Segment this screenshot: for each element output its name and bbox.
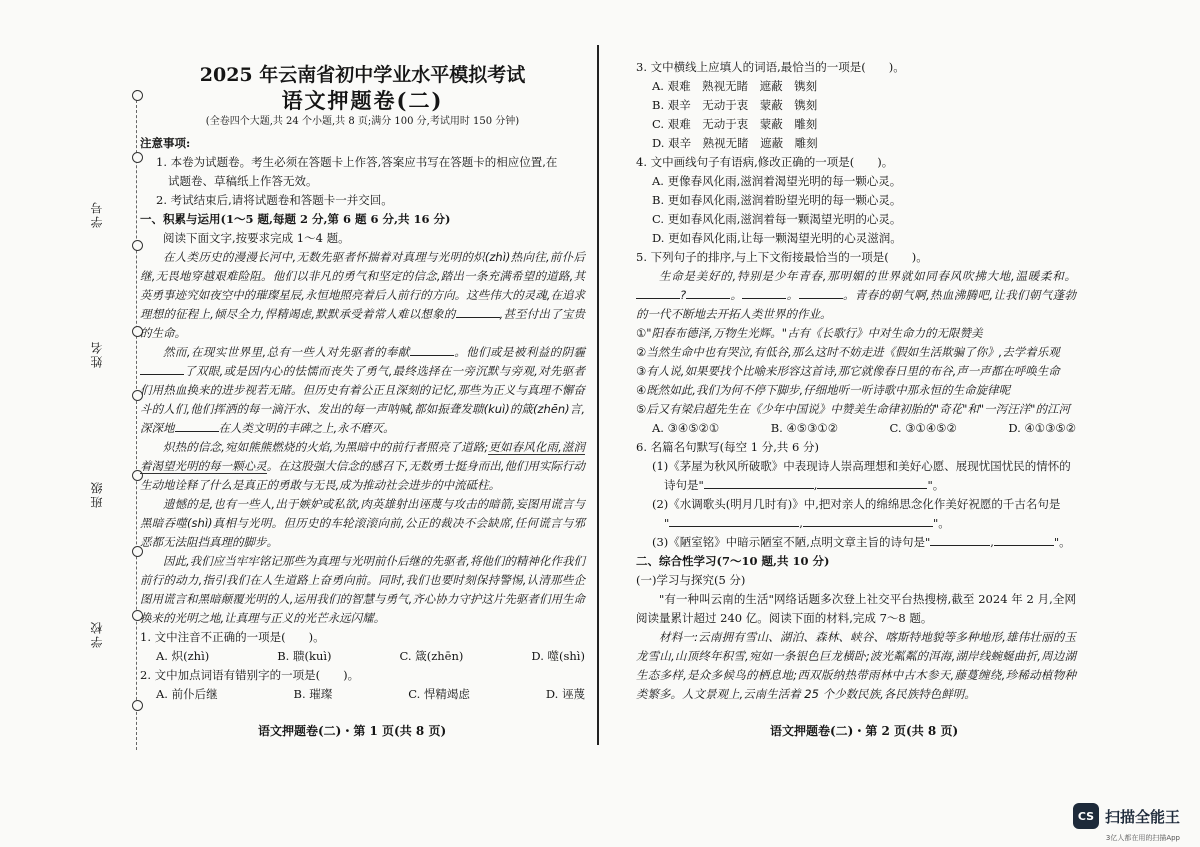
passage-p5: 因此,我们应当牢牢铭记那些为真理与光明前仆后继的先驱者,将他们的精神化作我们前行的动力,指引我们在人生道路上奋勇向前。同时,我们也要时刻保持警惕,认清那些企图用谎言和黑暗颠覆光明的人,运用我们的智慧与勇气,齐心协力守护这片先驱者们用生命换来的光明之地,让真理与正义的光芒永远闪耀。 bbox=[140, 554, 585, 625]
section-1-heading: 一、积累与运用(1～5 题,每题 2 分,第 6 题 6 分,共 16 分) bbox=[140, 212, 451, 226]
exam-subtitle: 语文押题卷(二) bbox=[281, 88, 444, 113]
passage-p3: 炽热的信念,宛如熊熊燃烧的火焰,为黑暗中的前行者照亮了道路;更如春风化雨,滋润着渴望光明的每一颗心灵。在这股强大信念的感召下,无数勇士挺身而出,他们用实际行动生动地诠释了什么是真正的勇敢与无畏,成为推动社会进步的中流砥柱。 bbox=[140, 440, 586, 492]
q3-option-a: A. 艰难 熟视无睹 遮蔽 镌刻 bbox=[652, 79, 818, 93]
question-4: 4. 文中画线句子有语病,修改正确的一项是( )。 bbox=[636, 155, 894, 169]
section-2-heading: 二、综合性学习(7～10 题,共 10 分) bbox=[636, 554, 830, 568]
notice-heading: 注意事项: bbox=[140, 136, 191, 150]
q6-item-3: (3)《陋室铭》中暗示陋室不陋,点明文章主旨的诗句是" , "。 bbox=[652, 535, 1071, 549]
q6-item-1: (1)《茅屋为秋风所破歌》中表现诗人崇高理想和美好心愿、展现忧国忧民的情怀的 bbox=[652, 459, 1071, 473]
q4-option-d: D. 更如春风化雨,让每一颗渴望光明的心灵滋润。 bbox=[652, 231, 902, 245]
option-d: D. 诬蔑 bbox=[545, 687, 585, 701]
option-d: D. ④①③⑤② bbox=[1008, 421, 1076, 435]
passage-p4: 遗憾的是,也有一些人,出于嫉妒或私欲,肉英雄射出诬蔑与攻击的暗箭,妄图用谎言与黑暗吞噬(shì)真相与光明。但历史的车轮滚滚向前,公正的裁决不会缺席,任何谎言与邪恶都无法阻挡真理的脚步。 bbox=[140, 497, 585, 549]
question-1: 1. 文中注音不正确的一项是( )。 bbox=[140, 630, 325, 644]
page-1-footer: 语文押题卷(二)・第 1 页(共 8 页) bbox=[258, 724, 447, 738]
q3-option-c: C. 艰难 无动于衷 蒙蔽 雕刻 bbox=[652, 117, 818, 131]
option-a: A. 前仆后继 bbox=[156, 687, 218, 701]
student-id-field: 学号 bbox=[90, 200, 104, 228]
scanner-watermark bbox=[1073, 803, 1180, 829]
exam-title: 2025 年云南省初中学业水平模拟考试 bbox=[199, 64, 526, 86]
q6-item-2: (2)《水调歌头(明月几时有)》中,把对亲人的绵绵思念化作美好祝愿的千古名句是 bbox=[652, 497, 1061, 511]
camscanner-logo-icon: CS bbox=[1073, 803, 1099, 829]
binding-strip bbox=[88, 90, 143, 750]
q3-option-b: B. 艰辛 无动于衷 蒙蔽 镌刻 bbox=[652, 98, 818, 112]
reading-intro: 阅读下面文字,按要求完成 1～4 题。 bbox=[163, 231, 350, 245]
q6-item-1-blank: 诗句是" , "。 bbox=[664, 478, 945, 492]
q4-option-b: B. 更如春风化雨,滋润着盼望光明的每一颗心灵。 bbox=[652, 193, 902, 207]
option-c: C. ③①④⑤② bbox=[889, 421, 957, 435]
question-3: 3. 文中横线上应填人的词语,最恰当的一项是( )。 bbox=[636, 60, 905, 74]
q5-passage: 生命是美好的,特别是少年青春,那明媚的世界就如同春风吹拂大地,温暖柔和。? 。 。 。青春的朝气啊,热血沸腾吧,让我们朝气蓬勃的一代不断地去开拓人类世界的作业。 bbox=[636, 269, 1077, 321]
question-1-options bbox=[140, 647, 585, 666]
q6-item-2-blank: " , "。 bbox=[664, 516, 950, 530]
name-field: 姓名 bbox=[90, 340, 104, 368]
passage-p1: 在人类历史的漫漫长河中,无数先驱者怀揣着对真理与光明的炽(zhì)热向往,前仆后继,无畏地穿越艰难险阻。他们以非凡的勇气和坚定的信念,踏出一条充满希望的道路,其英勇事迹究如夜空中的璀璨星辰,永恒地照亮着后人前行的方向。这些伟大的灵魂,在追求理想的征程上,倾尽全力,悍精竭虑,默默承受着常人难以想象的 ,甚至付出了宝贵的生命。 bbox=[140, 250, 586, 340]
option-b: B. ④⑤③①② bbox=[770, 421, 839, 435]
page-divider bbox=[597, 45, 599, 745]
option-a: A. 炽(zhì) bbox=[156, 649, 210, 663]
q5-item-5: ⑤后又有梁启超先生在《少年中国说》中赞美生命律初胎的"奇花"和"一泻汪洋"的江河 bbox=[636, 402, 1070, 416]
page-2 bbox=[636, 58, 1076, 704]
q5-item-2: ②当然生命中也有哭泣,有低谷,那么这时不妨走进《假如生活欺骗了你》,去学着乐观 bbox=[636, 345, 1060, 359]
material-1: 材料一:云南拥有雪山、湖泊、森林、峡谷、喀斯特地貌等多种地形,雄伟壮丽的玉龙雪山,山顶终年积雪,宛如一条银色巨龙横卧;波光粼粼的洱海,湖岸线蜿蜒曲折,周边湖生态多样,是众多候鸟的栖息地;西双版纳热带雨林中古木参天,藤蔓缠绕,珍稀动植物种类繁多。人文景观上,云南生活着 25 个少数民族,各民族特色鲜明。 bbox=[636, 630, 1076, 701]
subsection-1-heading: (一)学习与探究(5 分) bbox=[636, 573, 746, 587]
page-1 bbox=[140, 58, 585, 704]
question-6: 6. 名篇名句默写(每空 1 分,共 6 分) bbox=[636, 440, 820, 454]
school-field: 学校 bbox=[90, 620, 104, 648]
q4-option-c: C. 更如春风化雨,滋润着每一颗渴望光明的心灵。 bbox=[652, 212, 902, 226]
q3-option-d: D. 艰辛 熟视无睹 遮蔽 雕刻 bbox=[652, 136, 818, 150]
intro-2: "有一种叫云南的生活"网络话题多次登上社交平台热搜榜,截至 2024 年 2 月,全网阅读量累计超过 240 亿。阅读下面的材料,完成 7～8 题。 bbox=[636, 592, 1076, 625]
option-d: D. 噬(shì) bbox=[531, 649, 585, 663]
notice-1b: 试题卷、草稿纸上作答无效。 bbox=[168, 174, 318, 188]
watermark-subtext: 3亿人都在用的扫描App bbox=[1105, 834, 1180, 842]
notice-1: 1. 本卷为试题卷。考生必须在答题卡上作答,答案应书写在答题卡的相应位置,在 bbox=[156, 155, 558, 169]
page-2-footer: 语文押题卷(二)・第 2 页(共 8 页) bbox=[770, 724, 959, 738]
question-5: 5. 下列句子的排序,与上下文衔接最恰当的一项是( )。 bbox=[636, 250, 928, 264]
q5-item-3: ③有人说,如果要找个比喻来形容这首诗,那它就像春日里的布谷,声一声都在呼唤生命 bbox=[636, 364, 1060, 378]
q5-item-4: ④既然如此,我们为何不停下脚步,仔细地听一听诗歌中那永恒的生命旋律呢 bbox=[636, 383, 1011, 397]
notice-2: 2. 考试结束后,请将试题卷和答题卡一并交回。 bbox=[156, 193, 393, 207]
exam-meta: (全卷四个大题,共 24 个小题,共 8 页;满分 100 分,考试用时 150 分钟) bbox=[205, 116, 520, 127]
option-c: C. 悍精竭虑 bbox=[408, 687, 470, 701]
q4-option-a: A. 更像春风化雨,滋润着渴望光明的每一颗心灵。 bbox=[652, 174, 902, 188]
passage-p2: 然而,在现实世界里,总有一些人对先驱者的奉献 。他们或是被利益的阴霾了双眼,或是因内心的怯懦而丧失了勇气,最终选择在一旁沉默与旁观,对先驱者们用热血换来的进步视若无睹。但历史有着公正且深刻的记忆,那些为正义与真理不懈奋斗的人们,他们挥洒的每一滴汗水、发出的每一声呐喊,都如振聋发聩(kuì)的箴(zhēn)言,深深地 在人类文明的丰碑之上,永不磨灭。 bbox=[140, 345, 586, 435]
option-b: B. 璀璨 bbox=[293, 687, 333, 701]
watermark-name: 扫描全能王 bbox=[1104, 807, 1180, 826]
binding-dashed-line bbox=[136, 90, 138, 750]
question-5-options bbox=[636, 419, 1076, 438]
option-b: B. 聩(kuì) bbox=[277, 649, 332, 663]
class-field: 班级 bbox=[90, 480, 104, 508]
underlined-sentence: 更如春风化雨,滋润着渴望光明的每一颗心灵 bbox=[140, 440, 586, 473]
option-c: C. 箴(zhēn) bbox=[399, 649, 464, 663]
question-2-options bbox=[140, 685, 585, 704]
option-a: A. ③④⑤②① bbox=[652, 421, 720, 435]
q5-item-1: ①"阳春布德泽,万物生光辉。"古有《长歌行》中对生命力的无限赞美 bbox=[636, 326, 983, 340]
question-2: 2. 文中加点词语有错别字的一项是( )。 bbox=[140, 668, 360, 682]
